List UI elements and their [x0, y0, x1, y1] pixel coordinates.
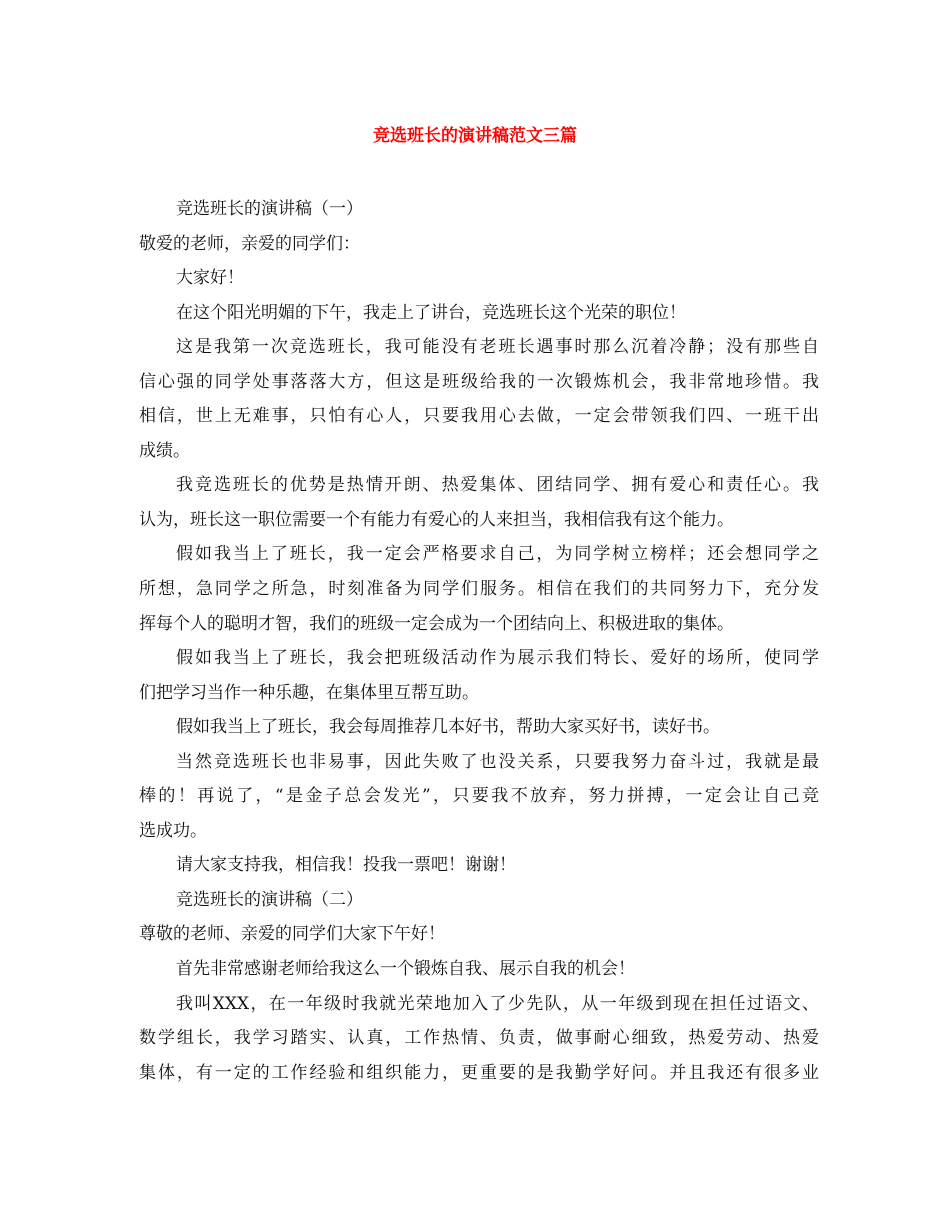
- section-heading: 竞选班长的演讲稿（二）: [176, 889, 363, 910]
- paragraph-line: 相信，世上无难事，只怕有心人，只要我用心去做，一定会带领我们四、一班干出: [139, 406, 819, 427]
- paragraph-line: 假如我当上了班长，我会每周推荐几本好书，帮助大家买好书，读好书。: [176, 717, 720, 738]
- document-title: 竞选班长的演讲稿范文三篇: [373, 126, 577, 146]
- document-body: [139, 192, 819, 1090]
- paragraph-line: 集体，有一定的工作经验和组织能力，更重要的是我勤学好问。并且我还有很多业: [139, 1062, 819, 1083]
- salutation: 敬爱的老师，亲爱的同学们：: [139, 233, 360, 254]
- paragraph-line: 挥每个人的聪明才智，我们的班级一定会成为一个团结向上、积极进取的集体。: [139, 613, 734, 634]
- paragraph-line: 选成功。: [139, 820, 207, 841]
- paragraph-line: 棒的！再说了，“是金子总会发光”，只要我不放弃，努力拼搏，一定会让自己竞: [139, 786, 819, 807]
- paragraph-line: 认为，班长这一职位需要一个有能力有爱心的人来担当，我相信我有这个能力。: [139, 509, 734, 530]
- paragraph-line: 当然竞选班长也非易事，因此失败了也没关系，只要我努力奋斗过，我就是最: [176, 751, 819, 772]
- paragraph-line: 们把学习当作一种乐趣，在集体里互帮互助。: [139, 682, 479, 703]
- paragraph-line: 所想，急同学之所急，时刻准备为同学们服务。相信在我们的共同努力下，充分发: [139, 579, 819, 600]
- paragraph-line: 假如我当上了班长，我一定会严格要求自己，为同学树立榜样；还会想同学之: [176, 544, 819, 565]
- paragraph-line: 请大家支持我，相信我！投我一票吧！谢谢！: [176, 855, 516, 876]
- paragraph-line: 假如我当上了班长，我会把班级活动作为展示我们特长、爱好的场所，使同学: [176, 648, 819, 669]
- paragraph-line: 我竞选班长的优势是热情开朗、热爱集体、团结同学、拥有爱心和责任心。我: [176, 475, 819, 496]
- paragraph-line: 数学组长，我学习踏实、认真，工作热情、负责，做事耐心细致，热爱劳动、热爱: [139, 1028, 819, 1049]
- paragraph-line: 成绩。: [139, 440, 190, 461]
- paragraph-line: 我叫XXX，在一年级时我就光荣地加入了少先队，从一年级到现在担任过语文、: [176, 993, 819, 1014]
- section-heading: 竞选班长的演讲稿（一）: [176, 199, 363, 219]
- greeting: 大家好！: [176, 268, 244, 289]
- salutation: 尊敬的老师、亲爱的同学们大家下午好！: [139, 924, 445, 945]
- paragraph-line: 信心强的同学处事落落大方，但这是班级给我的一次锻炼机会，我非常地珍惜。我: [139, 371, 819, 392]
- paragraph-line: 首先非常感谢老师给我这么一个锻炼自我、展示自我的机会！: [176, 959, 635, 980]
- paragraph-line: 在这个阳光明媚的下午，我走上了讲台，竞选班长这个光荣的职位！: [176, 302, 686, 323]
- paragraph-line: 这是我第一次竞选班长，我可能没有老班长遇事时那么沉着冷静；没有那些自: [176, 337, 819, 358]
